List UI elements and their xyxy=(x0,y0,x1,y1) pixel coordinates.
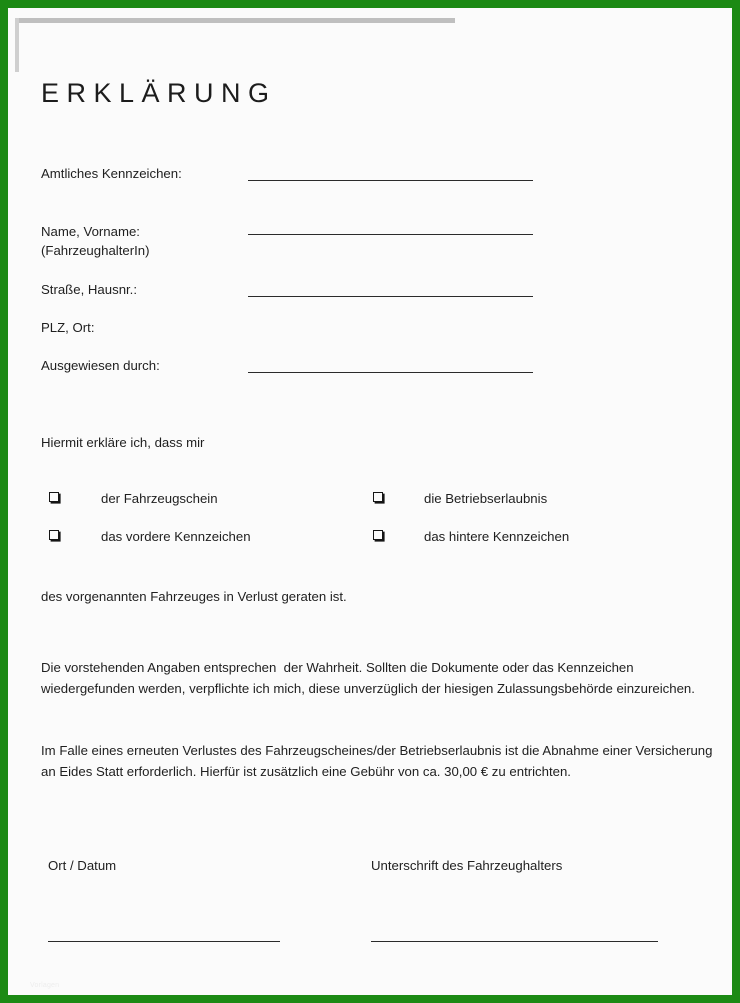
document-sheet xyxy=(8,8,732,995)
field-label-ausgewiesen-durch: Ausgewiesen durch: xyxy=(41,358,160,373)
signature-label-unterschrift: Unterschrift des Fahrzeughalters xyxy=(371,858,563,873)
checkbox-label-das-vordere-kennzeichen: das vordere Kennzeichen xyxy=(101,529,251,544)
field-label-plz-ort: PLZ, Ort: xyxy=(41,320,95,335)
checkbox-label-der-fahrzeugschein: der Fahrzeugschein xyxy=(101,491,218,506)
field-label-name-vorname: Name, Vorname: xyxy=(41,224,140,239)
page-title: ERKLÄRUNG xyxy=(41,78,277,108)
checkbox-das-vordere-kennzeichen[interactable] xyxy=(49,530,59,540)
watermark-text: Vorlagen xyxy=(30,982,60,989)
field-label-amtliches-kennzeichen: Amtliches Kennzeichen: xyxy=(41,166,182,181)
paragraph-truth-statement: Die vorstehenden Angaben entsprechen der Wahrheit. Sollten die Dokumente oder das Kennzeichen wiedergefunden werden, verpflichte ich mich, diese unverzüglich der hiesigen Zulassungsbehörde einzureichen. xyxy=(41,660,695,696)
signature-label-ort-datum: Ort / Datum xyxy=(48,858,117,873)
field-rule-amtliches-kennzeichen[interactable] xyxy=(248,180,533,181)
decorative-bracket-horizontal xyxy=(15,18,455,23)
field-label-strasse-hausnr: Straße, Hausnr.: xyxy=(41,282,138,297)
checkbox-die-betriebserlaubnis[interactable] xyxy=(373,492,383,502)
checkbox-der-fahrzeugschein[interactable] xyxy=(49,492,59,502)
signature-rule-ort-datum[interactable] xyxy=(48,941,280,942)
signature-rule-unterschrift[interactable] xyxy=(371,941,658,942)
declaration-intro: Hiermit erkläre ich, dass mir xyxy=(41,435,205,450)
checkbox-label-das-hintere-kennzeichen: das hintere Kennzeichen xyxy=(424,529,570,544)
field-rule-name-vorname[interactable] xyxy=(248,234,533,235)
paragraph-fee-notice: Im Falle eines erneuten Verlustes des Fahrzeugscheines/der Betriebserlaubnis ist die Abnahme einer Versicherung an Eides Statt erforderlich. Hierfür ist zusätzlich eine Gebühr von ca. 30,00 € zu entrichten. xyxy=(41,743,717,779)
field-rule-ausgewiesen-durch[interactable] xyxy=(248,372,533,373)
field-rule-strasse-hausnr[interactable] xyxy=(248,296,533,297)
field-sublabel-fahrzeughalterin: (FahrzeughalterIn) xyxy=(41,243,150,258)
decorative-bracket-vertical xyxy=(15,18,19,72)
checkbox-das-hintere-kennzeichen[interactable] xyxy=(373,530,383,540)
declaration-closing: des vorgenannten Fahrzeuges in Verlust geraten ist. xyxy=(41,589,347,604)
checkbox-label-die-betriebserlaubnis: die Betriebserlaubnis xyxy=(424,491,548,506)
